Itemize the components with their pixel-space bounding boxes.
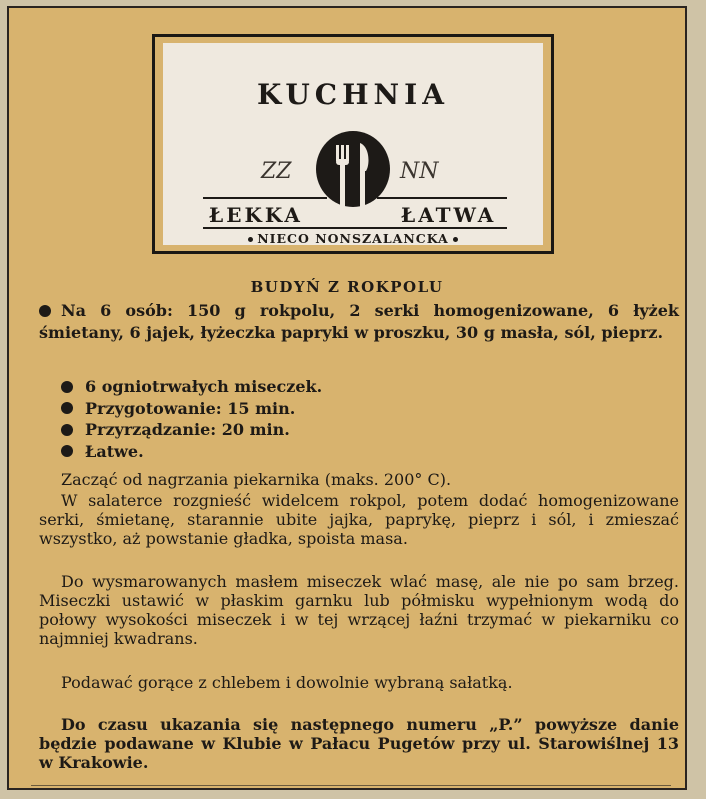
list-item-text: Przygotowanie: 15 min. (85, 398, 296, 418)
tagline-text: NIECO NONSZALANCKA (257, 231, 449, 246)
tagline-dot-left (248, 237, 253, 242)
list-item (61, 419, 661, 441)
serving-paragraph (39, 673, 679, 692)
rule-right (377, 197, 507, 199)
bullet-dot (61, 381, 73, 393)
ingredients-text: Na 6 osób: 150 g rokpolu, 2 serki homogenizowane, 6 łyżek śmietany, 6 jajek, łyżeczka papryki w proszku, 30 g masła, sól, pieprz. (39, 301, 679, 342)
tagline-dot-right (453, 237, 458, 242)
bullet-dot (61, 445, 73, 457)
recipe-facts-list (61, 376, 661, 462)
list-item-text: 6 ogniotrwałych miseczek. (85, 377, 323, 396)
rule-lower (203, 227, 507, 229)
magazine-page (7, 6, 687, 790)
word-lekka: ŁEKKA (209, 203, 303, 227)
column-logo-panel (163, 43, 543, 245)
list-item (61, 441, 661, 463)
bullet-dot (61, 424, 73, 436)
paragraph-text: Zacząć od nagrzania piekarnika (maks. 200° C). (61, 470, 452, 489)
bullet-dot (61, 402, 73, 414)
list-item-text: Przyrządzanie: 20 min. (85, 420, 290, 439)
method-paragraph-1 (39, 470, 679, 489)
closing-text: Do czasu ukazania się następnego numeru „P.” powyższe danie będzie podawane w Klubie w Pałacu Pugetów przy ul. Starowiślnej 13 w Krakowie. (39, 715, 679, 772)
column-title: KUCHNIA (257, 78, 449, 111)
paragraph-text: Podawać gorące z chlebem i dowolnie wybraną sałatką. (61, 673, 513, 692)
plate-fork-knife-icon (316, 131, 390, 207)
column-header-box (152, 34, 554, 254)
list-item-text: Łatwe. (85, 441, 144, 461)
paragraph-text: W salaterce rozgnieść widelcem rokpol, potem dodać homogenizowane serki, śmietanę, starannie ubite jajka, paprykę, pieprz i sól, i zmieszać wszystko, aż powstanie gładka, spoista masa. (39, 491, 679, 548)
logo-row (163, 125, 543, 225)
closing-note (39, 715, 679, 772)
bullet-dot (39, 305, 51, 317)
initials-right: NN (400, 159, 439, 184)
column-tagline (163, 231, 543, 246)
initials-left: ZZ (261, 159, 292, 184)
recipe-title: BUDYŃ Z ROKPOLU (250, 278, 444, 296)
rule-left (203, 197, 327, 199)
bottom-rule (31, 785, 671, 786)
paragraph-text: Do wysmarowanych masłem miseczek wlać masę, ale nie po sam brzeg. Miseczki ustawić w płaskim garnku lub półmisku wypełnionym wodą do połowy wysokości miseczek i w tej wrzącej łaźni trzymać w piekarniku co najmniej kwadrans. (39, 572, 679, 648)
ingredients-paragraph (39, 300, 679, 343)
method-paragraph-2 (39, 491, 679, 548)
list-item (61, 376, 661, 398)
method-paragraph-3 (39, 572, 679, 648)
list-item (61, 398, 661, 420)
word-latwa: ŁATWA (401, 203, 497, 227)
